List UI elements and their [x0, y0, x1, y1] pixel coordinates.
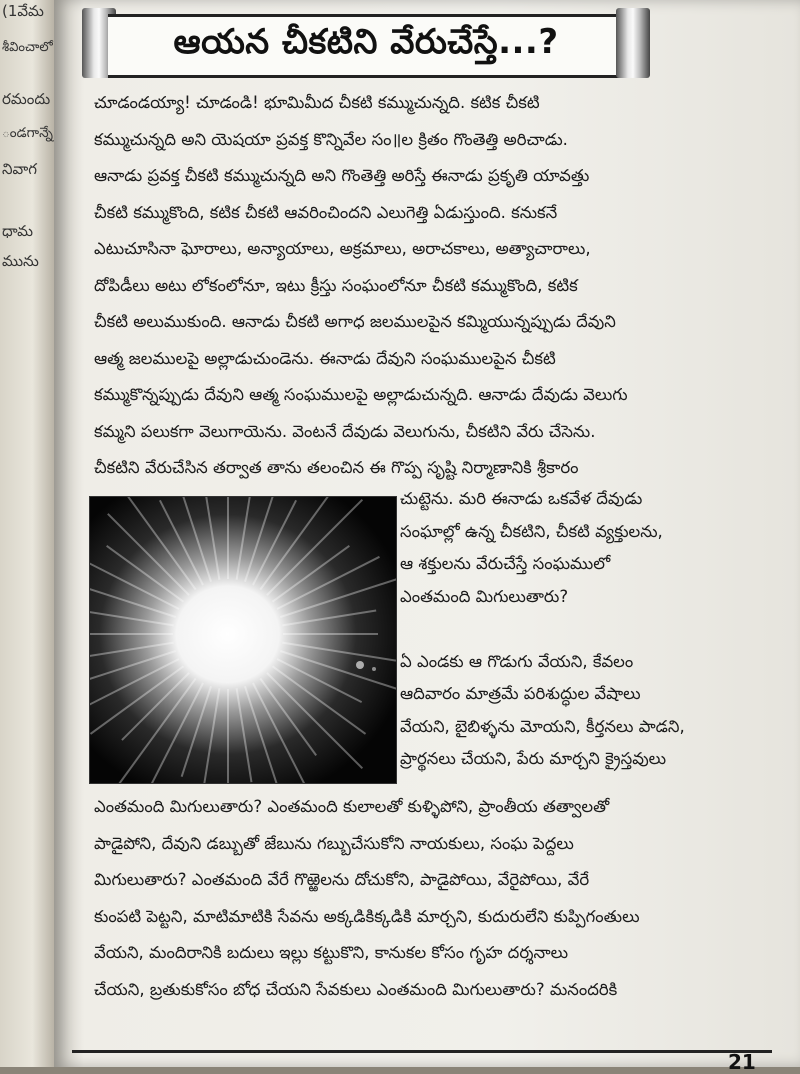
prev-page-fragment: (1వేమ: [2, 2, 44, 20]
prev-page-fragment: శీవించాలో: [2, 40, 53, 55]
side-text: [400, 482, 760, 802]
prev-page-fragment: ండగాన్నే: [2, 125, 53, 141]
text-line: కుంపటి పెట్టని, మాటిమాటికి సేవను అక్కడికిక్కడికి మార్చని, కుదురులేని కుప్పిగంతులు: [94, 906, 640, 926]
light-burst-image: [89, 496, 397, 784]
text-line: చీకటిని వేరుచేసిన తర్వాత తాను తలంచిన ఈ గొప్ప సృష్టి నిర్మాణానికి శ్రీకారం: [94, 458, 579, 477]
prev-page-fragment: మును: [2, 252, 39, 270]
footer-rule: [72, 1050, 772, 1053]
text-line: ప్రార్థనలు చేయని, పేరు మార్చని క్రైస్తవులు: [400, 749, 667, 768]
text-line: దోపిడీలు అటు లోకంలోనూ, ఇటు క్రీస్తు సంఘంలోనూ చీకటి కమ్ముకొంది, కటిక: [94, 275, 578, 295]
page-number: 21: [728, 1050, 756, 1074]
scroll-roll-right: [616, 8, 650, 78]
text-line: చీకటి అలుముకుంది. ఆనాడు చీకటి అగాధ జలములపైన కమ్మియున్నప్పుడు దేవుని: [94, 312, 616, 331]
text-line: వేయని, బైబిళ్ళను మోయని, కీర్తనలు పాడని,: [400, 716, 685, 736]
text-line: చుట్టెను. మరి ఈనాడు ఒకవేళ దేవుడు: [400, 489, 643, 508]
text-line: సంఘాల్లో ఉన్న చీకటిని, చీకటి వ్యక్తులను,: [400, 521, 663, 541]
text-line: చూడండయ్యా! చూడండి! భూమిమీద చీకటి కమ్ముచున్నది. కటిక చీకటి: [94, 93, 540, 112]
prev-page-fragment: ధామ: [2, 222, 34, 240]
title-plate: [108, 14, 624, 78]
text-line: చీకటి కమ్ముకొంది, కటిక చీకటి ఆవరించిందని ఎలుగెత్తి ఏడుస్తుంది. కనుకనే: [94, 202, 558, 222]
text-line: ఎటుచూసినా ఘోరాలు, అన్యాయాలు, అక్రమాలు, అరాచకాలు, అత్యాచారాలు,: [94, 239, 591, 258]
light-burst-icon: [90, 497, 396, 783]
body-text: [94, 86, 754, 486]
text-line: మిగులుతారు? ఎంతమంది వేరే గొఱ్ఱెలను దోచుకోని, పాడైపోయి, వేరైపోయి, వేరే: [94, 870, 590, 889]
previous-page-edge: [0, 0, 54, 1067]
text-line: కమ్మని పలుకగా వెలుగాయెను. వెంటనే దేవుడు వెలుగును, చీకటిని వేరు చేసెను.: [94, 421, 596, 441]
page-title: ఆయన చీకటిని వేరుచేస్తే...?: [173, 22, 559, 62]
text-line: చేయని, బ్రతుకుకోసం బోధ చేయని సేవకులు ఎంతమంది మిగులుతారు? మనందరికి: [94, 979, 618, 999]
text-line: కమ్ముచున్నది అని యెషయా ప్రవక్త కొన్నివేల సం॥ల క్రితం గొంతెత్తి అరిచాడు.: [94, 129, 568, 149]
text-line: ఆ శక్తులను వేరుచేస్తే సంఘములో: [400, 554, 611, 573]
text-line: ఎంతమంది మిగులుతారు? ఎంతమంది కులాలతో కుళ్ళిపోని, ప్రాంతీయ తత్వాలతో: [94, 797, 610, 816]
text-line: ఏ ఎండకు ఆ గొడుగు వేయని, కేవలం: [400, 651, 634, 671]
text-line: కమ్ముకొన్నప్పుడు దేవుని ఆత్మ సంఘములపై అల్లాడుచున్నది. ఆనాడు దేవుడు వెలుగు: [94, 385, 628, 404]
text-line: ఆత్మ జలములపై అల్లాడుచుండెను. ఈనాడు దేవుని సంఘములపైన చీకటి: [94, 348, 556, 368]
title-banner: [82, 6, 650, 80]
text-line: ఎంతమంది మిగులుతారు?: [400, 586, 569, 606]
prev-page-fragment: రమందు: [2, 90, 51, 108]
text-line: వేయని, మందిరానికి బదులు ఇల్లు కట్టుకొని, కానుకల కోసం గృహ దర్శనాలు: [94, 943, 569, 962]
text-line: ఆదివారం మాత్రమే పరిశుద్ధుల వేషాలు: [400, 684, 641, 703]
text-line: ఆనాడు ప్రవక్త చీకటి కమ్ముచున్నది అని గొంతెత్తి అరిస్తే ఈనాడు ప్రకృతి యావత్తు: [94, 166, 590, 185]
prev-page-fragment: నివాగ: [2, 160, 37, 178]
text-line: పాడైపోని, దేవుని డబ్బుతో జేబును గబ్బుచేసుకోని నాయకులు, సంఘ పెద్దలు: [94, 833, 574, 853]
tail-text: [94, 790, 754, 1050]
